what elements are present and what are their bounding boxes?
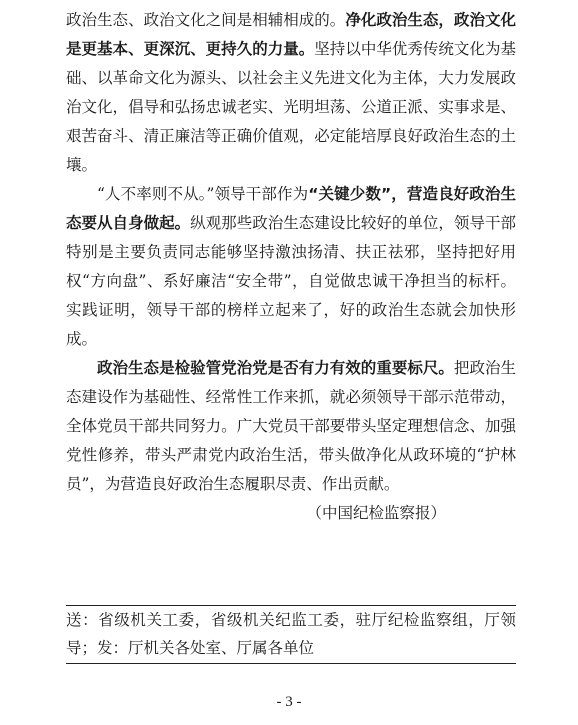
- distribution-list: 送：省级机关工委，省级机关纪监工委，驻厅纪检监察组，厅领导；发：厅机关各处室、厅属各单位: [66, 611, 516, 657]
- paragraph-1-segment-1: 政治生态、政治文化之间是相辅相成的。: [66, 11, 346, 29]
- article-body: [66, 6, 516, 528]
- page-number: - 3 -: [276, 694, 302, 710]
- paragraph-2-segment-1: “人不率则不从。”领导干部作为: [97, 185, 309, 203]
- paragraph-1: [66, 6, 516, 180]
- paragraph-2-segment-2: “关键少数”，营造良好政治生态要从自身做起。: [66, 185, 516, 232]
- paragraph-1-segment-3: 坚持以中华优秀传统文化为基础、以革命文化为源头、以社会主义先进文化为主体，大力发展政治文化，倡导和弘扬忠诚老实、光明坦荡、公道正派、实事求是、艰苦奋斗、清正廉洁等正确价值观，必定能培厚良好政治生态的土壤。: [66, 40, 516, 174]
- article-source: （中国纪检监察报）: [306, 504, 446, 522]
- paragraph-3: [66, 354, 516, 499]
- paragraph-2: [66, 180, 516, 354]
- distribution-bottom-rule: [66, 663, 516, 664]
- paragraph-3-segment-1: 政治生态是检验管党治党是否有力有效的重要标尺。: [97, 359, 454, 377]
- paragraph-1-segment-2: 净化政治生态，政治文化是更基本、更深沉、更持久的力量。: [66, 11, 516, 58]
- paragraph-3-segment-2: 把政治生态建设作为基础性、经常性工作来抓，就必须领导干部示范带动，全体党员干部共同努力。广大党员干部要带头坚定理想信念、加强党性修养，带头严肃党内政治生活，带头做净化从政环境的“护林员”，为营造良好政治生态履职尽责、作出贡献。: [66, 359, 516, 493]
- paragraph-2-segment-3: 纵观那些政治生态建设比较好的单位，领导干部特别是主要负责同志能够坚持激浊扬清、扶正祛邪，坚持把好用权“方向盘”、系好廉洁“安全带”，自觉做忠诚干净担当的标杆。实践证明，领导干部的榜样立起来了，好的政治生态就会加快形成。: [66, 214, 516, 348]
